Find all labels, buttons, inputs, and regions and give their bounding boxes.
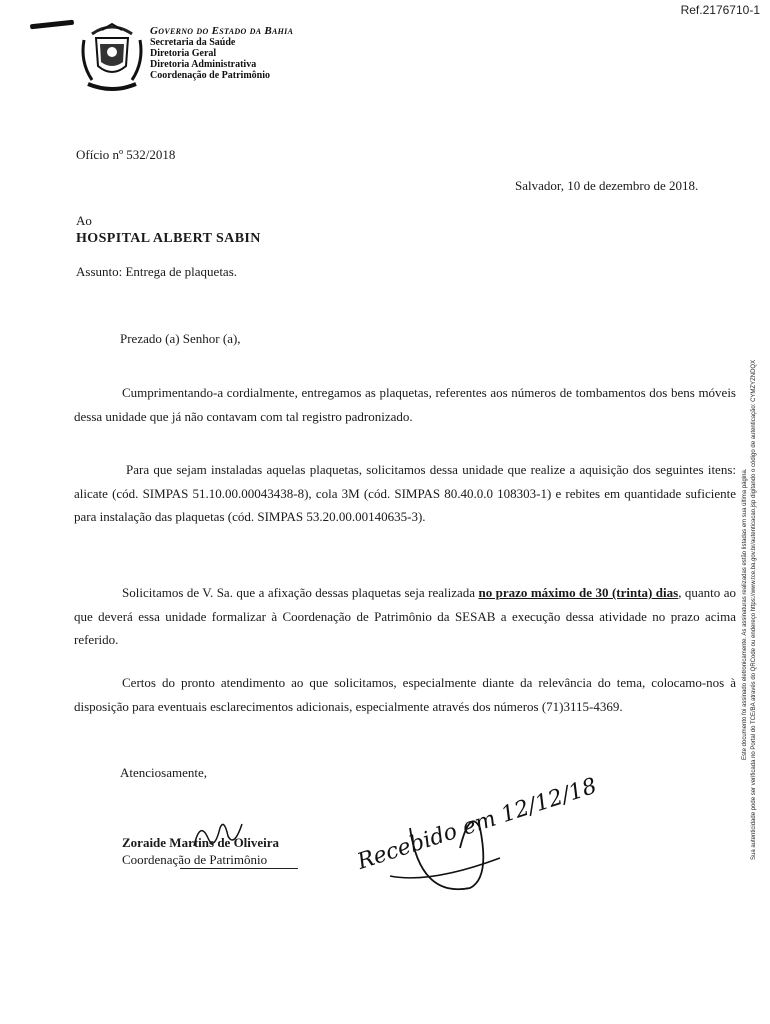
document-reference: Ref.2176710-1 bbox=[680, 3, 760, 17]
handwritten-receipt-note bbox=[350, 773, 600, 908]
header-line-1: Secretaria da Saúde bbox=[150, 37, 236, 48]
authentication-line-1: Este documento foi assinado eletronicamente. As assinaturas realizadas estão listadas em sua última página. bbox=[742, 468, 748, 760]
closing: Atenciosamente, bbox=[120, 765, 207, 780]
place-date: Salvador, 10 de dezembro de 2018. bbox=[515, 178, 699, 193]
subject: Assunto: Entrega de plaquetas. bbox=[76, 264, 238, 279]
paragraph-1: Cumprimentando-a cordialmente, entregamos as plaquetas, referentes aos números de tombamentos dos bens móveis dessa unidade que já não contavam com tal registro padronizado. bbox=[74, 385, 736, 424]
header-line-2: Diretoria Geral bbox=[150, 48, 217, 59]
letter-number: Ofício nº 532/2018 bbox=[76, 147, 176, 162]
state-coat-of-arms-icon bbox=[78, 22, 146, 96]
greeting: Prezado (a) Senhor (a), bbox=[120, 331, 241, 346]
header-line-3: Diretoria Administrativa bbox=[150, 59, 257, 70]
paragraph-3 bbox=[74, 581, 736, 652]
header-line-4: Coordenação de Patrimônio bbox=[150, 70, 270, 81]
paragraph-4: Certos do pronto atendimento ao que solicitamos, especialmente diante da relevância do tema, colocamo-nos à disposição para eventuais esclarecimentos adicionais, especialmente através dos números (71)3115-4369. bbox=[74, 675, 736, 714]
signer-name: Zoraide Martins de Oliveira bbox=[122, 835, 280, 850]
scan-mark bbox=[30, 20, 74, 30]
signer-role: Coordenação de Patrimônio bbox=[122, 852, 268, 867]
deadline-emphasis: no prazo máximo de 30 (trinta) dias bbox=[478, 585, 679, 600]
paragraph-3-end: , quanto ao que deverá essa unidade formalizar à Coordenação de Patrimônio da SESAB a execução dessa atividade no prazo acima referido. bbox=[74, 585, 737, 647]
signature-line bbox=[180, 868, 298, 869]
authentication-line-2: Sua autenticidade pode ser verificada no Portal do TCE/BA através do QRCode ou endereço https://www.tce.ba.gov.br/autenticacao.jsp digitando o código de autenticação: CYMZYZNDQX bbox=[751, 359, 757, 860]
recipient: HOSPITAL ALBERT SABIN bbox=[76, 231, 261, 246]
government-header bbox=[150, 26, 293, 81]
paragraph-3-start: Solicitamos de V. Sa. que a afixação dessas plaquetas seja realizada bbox=[122, 585, 479, 600]
paragraph-2: Para que sejam instaladas aquelas plaquetas, solicitamos dessa unidade que realize a aquisição dos seguintes itens: alicate (cód. SIMPAS 51.10.00.00043438-8), cola 3M (cód. SIMPAS 80.40.0.0 108303-1) e rebites em quantidade suficiente para instalação das plaquetas (cód. SIMPAS 53.20.00.00140635-3). bbox=[74, 462, 736, 524]
handwritten-note-text: Recebido em 12/12/18 bbox=[354, 773, 600, 875]
to-prefix: Ao bbox=[76, 213, 92, 228]
government-title: Governo do Estado da Bahia bbox=[150, 25, 294, 37]
